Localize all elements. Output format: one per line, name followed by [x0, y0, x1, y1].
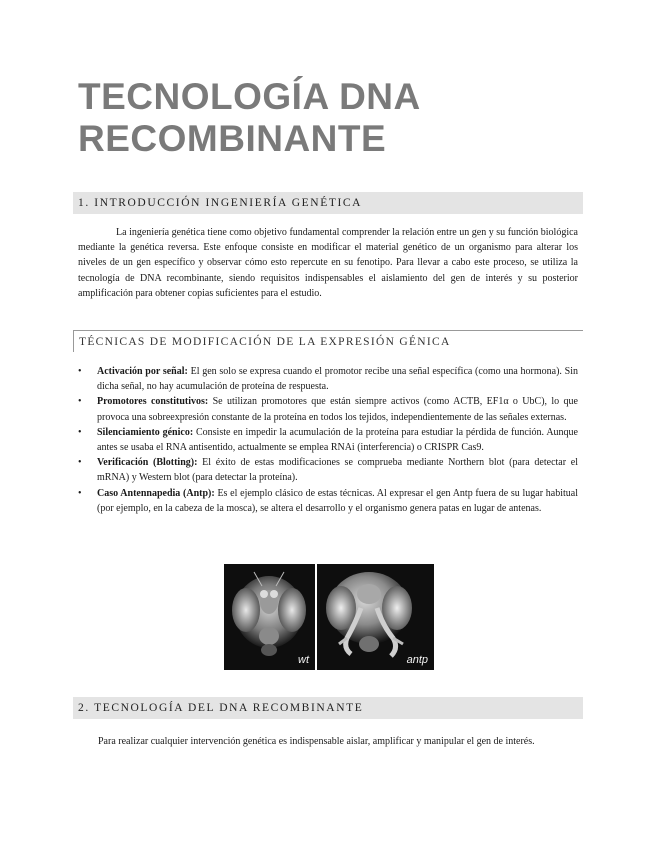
- recombinant-dna-paragraph: Para realizar cualquier intervención genética es indispensable aislar, amplificar y manipular el gen de interés.: [98, 736, 535, 747]
- list-item-term: Caso Antennapedia (Antp):: [97, 487, 215, 499]
- list-item: [78, 364, 578, 394]
- list-item-text: Es el ejemplo clásico de estas técnicas. Al expresar el gen Antp fuera de su lugar habitual (por ejemplo, en la cabeza de la mosca), se altera el desarrollo y el organismo genera patas en lugar de antenas.: [97, 487, 578, 514]
- list-item-term: Promotores constitutivos:: [97, 396, 209, 408]
- bullet-icon: •: [78, 426, 82, 438]
- list-item-term: Verificación (Blotting):: [97, 457, 198, 469]
- fly-head-figure: [224, 564, 434, 670]
- list-item: [78, 486, 578, 516]
- antp-label: antp: [406, 654, 428, 666]
- section-heading-recombinant-dna: 2. TECNOLOGÍA DEL DNA RECOMBINANTE: [73, 697, 583, 719]
- list-item-term: Activación por señal:: [97, 366, 188, 377]
- antp-mutant-fly-image: [317, 564, 434, 670]
- section-heading-intro: 1. INTRODUCCIÓN INGENIERÍA GENÉTICA: [73, 192, 583, 214]
- list-item-text: Se utilizan promotores que están siempre activos (como ACTB, EF1α o UbC), lo que provoca una sobreexpresión constante de la proteína en todos los tejidos, independientemente de las señales externas.: [97, 396, 578, 423]
- bullet-icon: •: [78, 457, 82, 469]
- list-item-term: Silenciamiento génico:: [97, 426, 194, 438]
- list-item: [78, 455, 578, 485]
- list-item-text: Consiste en impedir la acumulación de la proteína para estudiar la pérdida de función. Aunque antes se usaba el RNA antisentido, actualmente se emplea RNAi (interferencia) o CRISPR Cas9.: [97, 426, 578, 454]
- subsection-heading-techniques: TÉCNICAS DE MODIFICACIÓN DE LA EXPRESIÓN GÉNICA: [73, 330, 583, 352]
- page-title: TECNOLOGÍA DNA RECOMBINANTE: [78, 76, 420, 159]
- list-item-text: El gen solo se expresa cuando el promotor recibe una señal específica (como una hormona). Sin dicha señal, no hay acumulación de proteína de respuesta.: [97, 366, 578, 393]
- list-item-text: El éxito de estas modificaciones se comprueba mediante Northern blot (para detectar el mRNA) y Western blot (para detectar la proteína).: [97, 457, 578, 484]
- bullet-icon: •: [78, 366, 82, 377]
- bullet-icon: •: [78, 487, 82, 499]
- techniques-list: [78, 364, 578, 516]
- bullet-icon: •: [78, 396, 82, 408]
- list-item: [78, 394, 578, 424]
- list-item: [78, 425, 578, 455]
- wild-type-label: wt: [298, 654, 309, 666]
- intro-paragraph: La ingeniería genética tiene como objetivo fundamental comprender la relación entre un gen y su función biológica mediante la genética reversa. Este enfoque consiste en modificar el material genético de un organismo para alterar los niveles de un gen específico y observar cómo esto repercute en su fenotipo. Para llevar a cabo este proceso, se utiliza la tecnología de DNA recombinante, siendo requisitos indispensables el aislamiento del gen de interés y su posterior amplificación para obtener copias suficientes para el estudio.: [78, 227, 578, 299]
- wild-type-fly-image: [224, 564, 315, 670]
